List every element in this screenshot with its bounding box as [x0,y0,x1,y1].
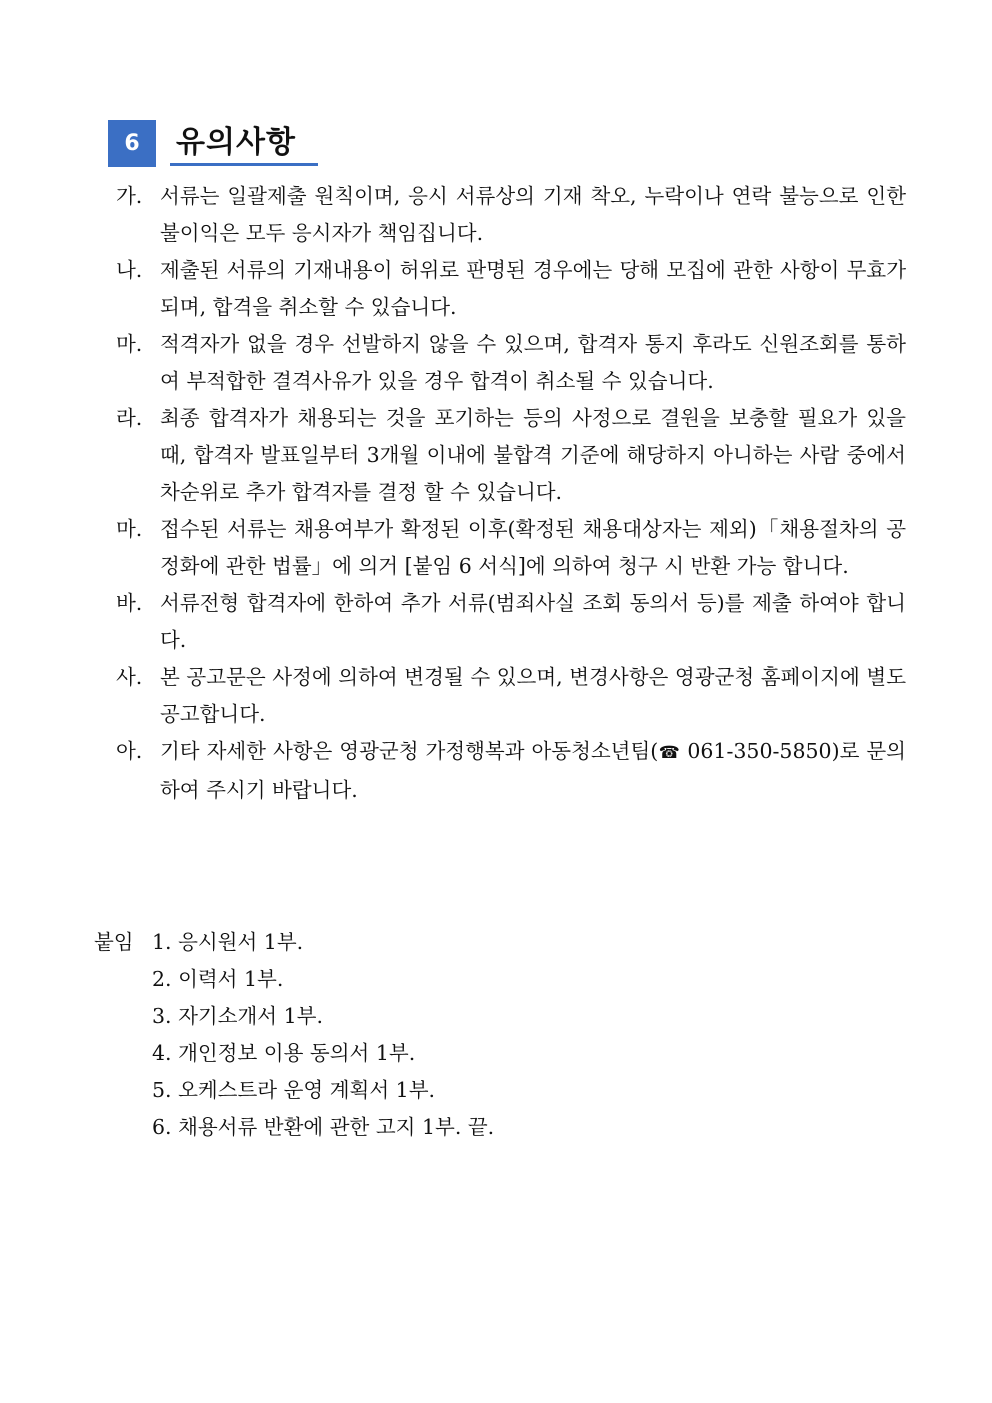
note-marker: 라. [116,406,143,430]
attachment-item: 2. 이력서 1부. [152,967,284,991]
note-marker: 사. [116,665,143,689]
note-text-after: 061-350-5850)로 문의하여 주시기 바랍니다. [160,739,906,802]
note-text: 본 공고문은 사정에 의하여 변경될 수 있으며, 변경사항은 영광군청 홈페이지에 별도 공고합니다. [160,665,906,726]
note-item [116,733,906,809]
note-marker: 가. [116,184,143,208]
attachment-item: 3. 자기소개서 1부. [152,1004,323,1028]
attachment-item: 5. 오케스트라 운영 계획서 1부. [152,1078,436,1102]
note-marker: 마. [116,332,143,356]
attachments-label: 붙임 [94,930,134,954]
note-text: 제출된 서류의 기재내용이 허위로 판명된 경우에는 당해 모집에 관한 사항이 무효가 되며, 합격을 취소할 수 있습니다. [160,258,906,319]
attachment-item: 6. 채용서류 반환에 관한 고지 1부. 끝. [152,1115,495,1139]
section-header [108,120,320,170]
note-text: 접수된 서류는 채용여부가 확정된 이후(확정된 채용대상자는 제외)「채용절차의 공정화에 관한 법률」에 의거 [붙임 6 서식]에 의하여 청구 시 반환 가능 합니다. [160,517,906,578]
phone-icon: ☎ [658,743,681,763]
note-item [116,400,906,511]
note-item [116,585,906,659]
attachment-item: 4. 개인정보 이용 동의서 1부. [152,1041,416,1065]
notes-list [116,178,906,809]
note-marker: 마. [116,517,143,541]
note-marker: 나. [116,258,143,282]
note-item [116,252,906,326]
note-item [116,511,906,585]
section-title: 유의사항 [170,120,318,166]
note-text: 서류는 일괄제출 원칙이며, 응시 서류상의 기재 착오, 누락이나 연락 불능으로 인한 불이익은 모두 응시자가 책임집니다. [160,184,906,245]
note-text-before: 기타 자세한 사항은 영광군청 가정행복과 아동청소년팀( [160,739,659,763]
note-text: 최종 합격자가 채용되는 것을 포기하는 등의 사정으로 결원을 보충할 필요가 있을 때, 합격자 발표일부터 3개월 이내에 불합격 기준에 해당하지 아니하는 사람 중에서 차순위로 추가 합격자를 결정 할 수 있습니다. [160,406,906,504]
note-item [116,178,906,252]
note-item [116,326,906,400]
attachments-list [152,924,494,1146]
note-item [116,659,906,733]
attachment-item: 1. 응시원서 1부. [152,930,304,954]
note-text: 적격자가 없을 경우 선발하지 않을 수 있으며, 합격자 통지 후라도 신원조회를 통하여 부적합한 결격사유가 있을 경우 합격이 취소될 수 있습니다. [160,332,906,393]
note-marker: 바. [116,591,143,615]
section-number-badge: 6 [108,120,156,167]
note-text: 서류전형 합격자에 한하여 추가 서류(범죄사실 조회 동의서 등)를 제출 하여야 합니다. [160,591,906,652]
note-marker: 아. [116,739,143,763]
